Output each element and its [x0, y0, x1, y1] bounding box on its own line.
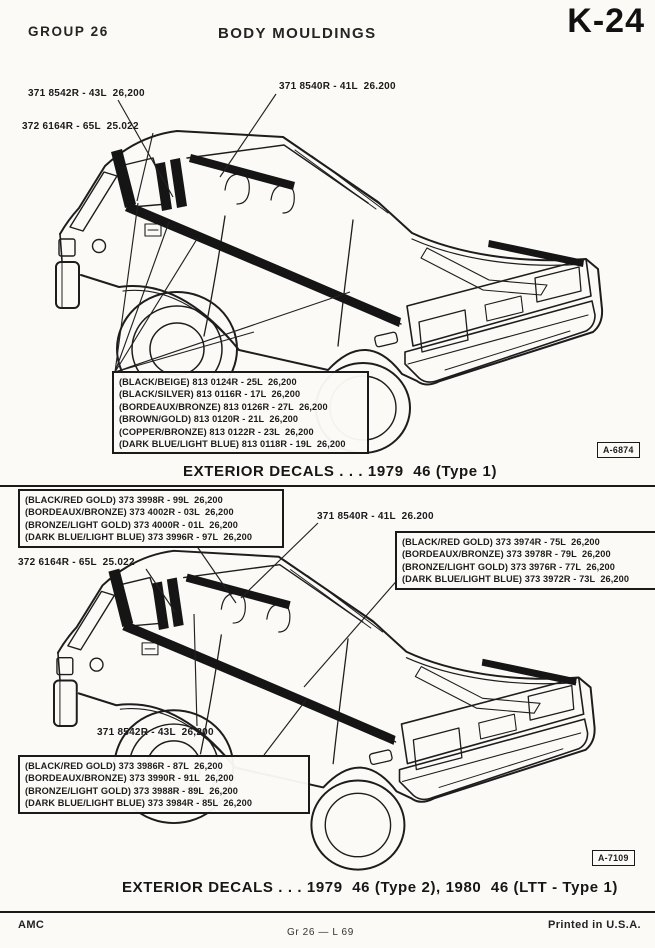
part-label-6164r: 372 6164R - 65L 25.022	[18, 557, 135, 568]
parts-box-line: (BORDEAUX/BRONZE) 813 0126R - 27L 26,200	[119, 401, 328, 412]
footer-page-ref: Gr 26 — L 69	[287, 927, 354, 938]
group-label: GROUP 26	[28, 24, 109, 39]
parts-box-line: (BROWN/GOLD) 813 0120R - 21L 26,200	[119, 414, 299, 425]
page-code: K-24	[567, 2, 645, 40]
part-label-8540r: 371 8540R - 41L 26.200	[317, 511, 434, 522]
parts-box-line: (BORDEAUX/BRONZE) 373 3978R - 79L 26,200	[402, 549, 611, 560]
color-parts-box	[112, 371, 369, 454]
parts-box-line: (BLACK/RED GOLD) 373 3998R - 99L 26,200	[25, 495, 223, 505]
page-title: BODY MOULDINGS	[218, 25, 377, 42]
parts-box-line: (BLACK/RED GOLD) 373 3974R - 75L 26,200	[402, 537, 600, 547]
part-label-6164r: 372 6164R - 65L 25.022	[22, 121, 139, 132]
section-divider	[0, 485, 655, 487]
parts-box-line: (DARK BLUE/LIGHT BLUE) 813 0118R - 19L 26,200	[119, 439, 346, 450]
part-label-8542r: 371 8542R - 43L 26,200	[28, 88, 145, 99]
color-parts-box-right	[395, 531, 655, 590]
color-parts-box-bottom-left	[18, 755, 310, 814]
part-label-8542r: 371 8542R - 43L 26,200	[97, 727, 214, 738]
parts-box-line: (BORDEAUX/BRONZE) 373 4002R - 03L 26,200	[25, 507, 234, 518]
parts-box-line: (BRONZE/LIGHT GOLD) 373 4000R - 01L 26,200	[25, 519, 238, 530]
parts-box-line: (DARK BLUE/LIGHT BLUE) 373 3972R - 73L 26,200	[402, 574, 630, 585]
footer-printed-note: Printed in U.S.A.	[548, 919, 641, 931]
parts-box-line: (BRONZE/LIGHT GOLD) 373 3976R - 77L 26,200	[402, 561, 615, 572]
footer-divider	[0, 911, 655, 913]
color-parts-box-top-left	[18, 489, 284, 548]
figure-ref-badge: A-7109	[592, 850, 635, 866]
diagram-caption: EXTERIOR DECALS . . . 1979 46 (Type 2), 1980 46 (LTT - Type 1)	[122, 879, 619, 896]
parts-box-line: (COPPER/BRONZE) 813 0122R - 23L 26,200	[119, 426, 314, 437]
parts-box-line: (BLACK/SILVER) 813 0116R - 17L 26,200	[119, 389, 301, 400]
parts-box-line: (DARK BLUE/LIGHT BLUE) 373 3984R - 85L 26,200	[25, 798, 253, 809]
parts-box-line: (BORDEAUX/BRONZE) 373 3990R - 91L 26,200	[25, 773, 234, 784]
parts-box-line: (BRONZE/LIGHT GOLD) 373 3988R - 89L 26,200	[25, 785, 238, 796]
diagram-caption: EXTERIOR DECALS . . . 1979 46 (Type 1)	[183, 463, 498, 480]
part-label-8540r: 371 8540R - 41L 26.200	[279, 81, 396, 92]
footer-publisher: AMC	[18, 919, 45, 931]
parts-box-line: (BLACK/BEIGE) 813 0124R - 25L 26,200	[119, 377, 297, 387]
parts-box-line: (DARK BLUE/LIGHT BLUE) 373 3996R - 97L 26,200	[25, 532, 253, 543]
parts-box-line: (BLACK/RED GOLD) 373 3986R - 87L 26,200	[25, 761, 223, 771]
figure-ref-badge: A-6874	[597, 442, 640, 458]
